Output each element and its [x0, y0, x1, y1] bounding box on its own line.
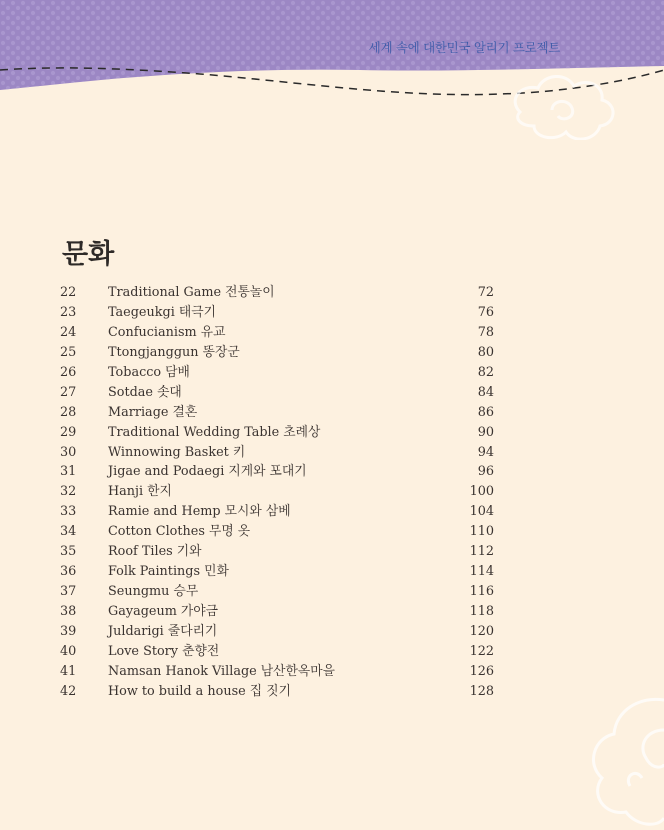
toc-row[interactable]: [60, 582, 510, 602]
toc-title[interactable]: Ttongjanggun 똥장군: [108, 344, 240, 360]
toc-page-number: 90: [477, 424, 494, 440]
toc-number: 25: [60, 344, 77, 360]
toc-title[interactable]: Traditional Game 전통놀이: [108, 285, 275, 300]
header-banner: [0, 0, 664, 140]
toc-title[interactable]: Ramie and Hemp 모시와 삼베: [108, 504, 291, 520]
toc-page-number: 120: [469, 623, 494, 639]
toc-row[interactable]: [60, 383, 510, 403]
toc-number: 34: [60, 524, 77, 540]
toc-number: 27: [60, 384, 77, 400]
toc-page-number: 82: [477, 364, 494, 380]
toc-page-number: 112: [469, 544, 494, 560]
toc-number: 38: [60, 604, 77, 619]
toc-title[interactable]: Traditional Wedding Table 초례상: [108, 424, 321, 440]
toc-number: 23: [60, 304, 77, 320]
toc-row[interactable]: [60, 522, 510, 542]
toc-page-number: 78: [477, 324, 494, 340]
toc-row[interactable]: [60, 562, 510, 582]
toc-row[interactable]: [60, 682, 510, 702]
toc-page-number: 80: [477, 344, 494, 360]
toc-number: 28: [60, 404, 77, 420]
toc-number: 29: [60, 424, 77, 440]
toc-number: 33: [60, 504, 77, 520]
toc-row[interactable]: [60, 502, 510, 522]
toc-number: 41: [60, 663, 77, 679]
toc-row[interactable]: [60, 602, 510, 622]
project-title: 세계 속에 대한민국 알리기 프로젝트: [368, 40, 560, 55]
table-of-contents: [60, 283, 510, 702]
toc-page-number: 118: [469, 604, 494, 619]
toc-title[interactable]: Taegeukgi 태극기: [108, 304, 216, 320]
section-heading: 문화: [62, 239, 115, 270]
toc-row[interactable]: [60, 403, 510, 423]
toc-row[interactable]: [60, 443, 510, 463]
toc-row[interactable]: [60, 622, 510, 642]
toc-title[interactable]: Marriage 결혼: [108, 404, 198, 420]
toc-row[interactable]: [60, 462, 510, 482]
toc-row[interactable]: [60, 662, 510, 682]
toc-title[interactable]: Winnowing Basket 키: [108, 444, 246, 460]
toc-row[interactable]: [60, 283, 510, 303]
toc-page-number: 94: [477, 444, 494, 460]
toc-number: 30: [60, 444, 77, 460]
toc-title[interactable]: Folk Paintings 민화: [108, 564, 229, 580]
toc-page-number: 100: [469, 484, 494, 500]
toc-title[interactable]: Jigae and Podaegi 지게와 포대기: [108, 464, 307, 480]
toc-row[interactable]: [60, 363, 510, 383]
toc-title[interactable]: Love Story 춘향전: [108, 643, 220, 659]
toc-page-number: 110: [469, 524, 494, 540]
toc-title[interactable]: Hanji 한지: [108, 484, 172, 500]
toc-page-number: 96: [477, 464, 494, 480]
toc-title[interactable]: Juldarigi 줄다리기: [108, 623, 218, 639]
toc-number: 40: [60, 643, 77, 659]
toc-number: 39: [60, 623, 77, 639]
toc-page-number: 72: [477, 285, 494, 300]
cloud-swirl-icon: [580, 690, 664, 830]
toc-title[interactable]: Cotton Clothes 무명 옷: [108, 524, 251, 540]
toc-title[interactable]: Namsan Hanok Village 남산한옥마을: [108, 663, 335, 679]
toc-title[interactable]: Roof Tiles 기와: [108, 544, 202, 560]
cloud-swirl-icon: [515, 76, 613, 139]
toc-row[interactable]: [60, 423, 510, 443]
toc-title[interactable]: How to build a house 집 짓기: [108, 683, 291, 699]
toc-row[interactable]: [60, 642, 510, 662]
toc-title[interactable]: Tobacco 담배: [108, 364, 190, 380]
toc-number: 22: [60, 285, 77, 300]
toc-title[interactable]: Seungmu 승무: [108, 584, 199, 600]
toc-number: 36: [60, 564, 77, 580]
toc-row[interactable]: [60, 303, 510, 323]
toc-page-number: 84: [477, 384, 494, 400]
toc-number: 35: [60, 544, 77, 560]
toc-page-number: 86: [477, 404, 494, 420]
banner-graphic: [0, 0, 664, 140]
toc-number: 31: [60, 464, 77, 480]
toc-title[interactable]: Confucianism 유교: [108, 324, 226, 340]
toc-page-number: 116: [469, 584, 494, 600]
toc-page-number: 76: [477, 304, 494, 320]
toc-row[interactable]: [60, 323, 510, 343]
toc-row[interactable]: [60, 482, 510, 502]
toc-row[interactable]: [60, 542, 510, 562]
toc-row[interactable]: [60, 343, 510, 363]
toc-page-number: 114: [469, 564, 494, 580]
toc-page-number: 126: [469, 663, 494, 679]
toc-number: 24: [60, 324, 77, 340]
toc-number: 37: [60, 584, 77, 600]
toc-number: 42: [60, 683, 77, 699]
toc-page-number: 128: [469, 683, 494, 699]
toc-title[interactable]: Sotdae 솟대: [108, 384, 182, 400]
toc-title[interactable]: Gayageum 가야금: [108, 604, 219, 619]
toc-page-number: 122: [469, 643, 494, 659]
toc-number: 26: [60, 364, 77, 380]
toc-number: 32: [60, 484, 77, 500]
toc-page-number: 104: [469, 504, 494, 520]
